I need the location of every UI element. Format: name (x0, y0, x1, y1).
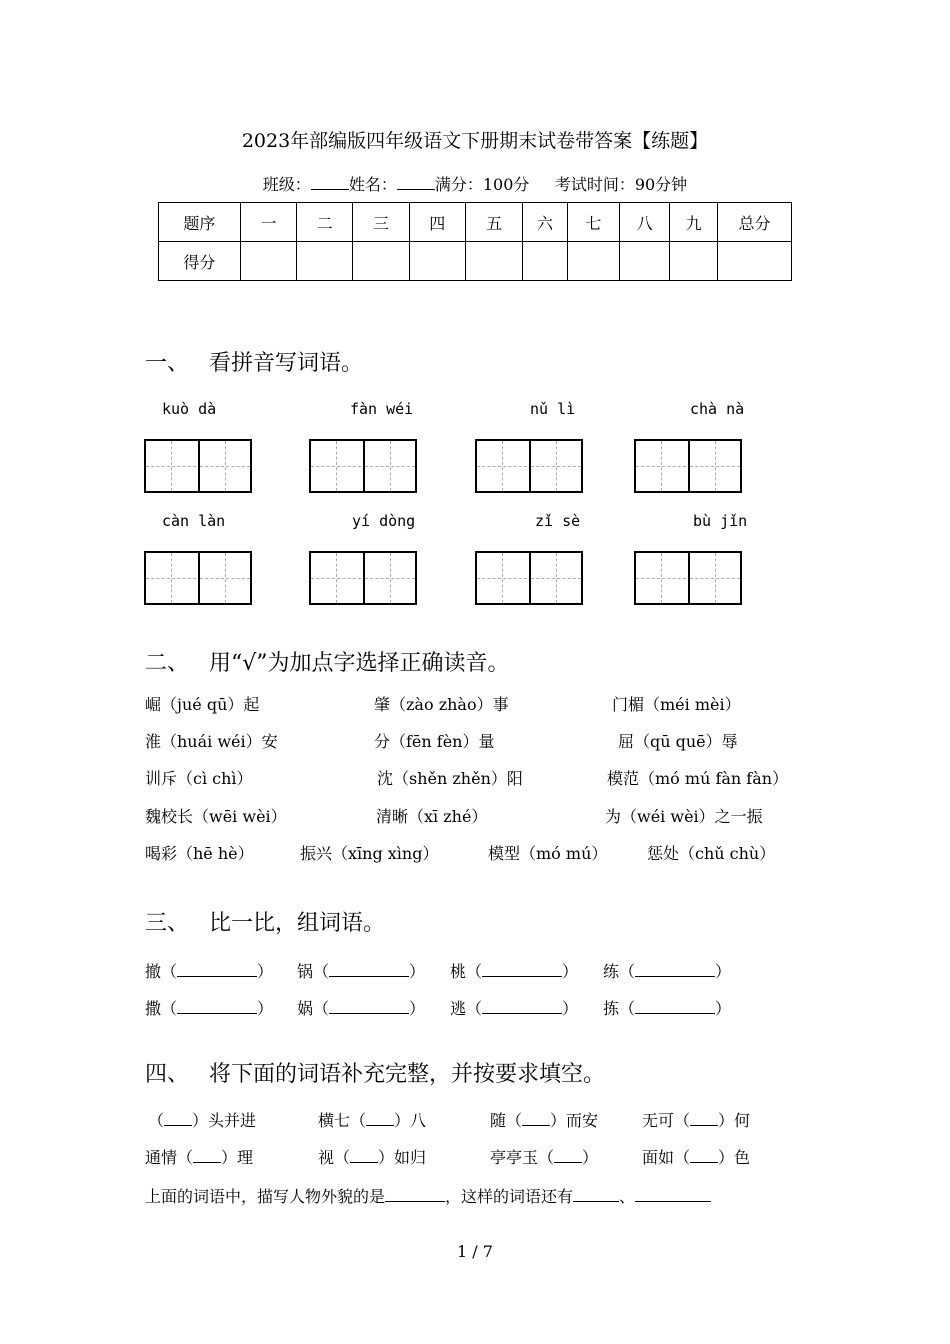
score-cell[interactable] (240, 242, 296, 281)
fill-in-sentence: 上面的词语中，描写人物外貌的是 ，这样的词语还有 、 (145, 1184, 711, 1207)
header-cell: 二 (297, 203, 353, 242)
page-title: 2023年部编版四年级语文下册期末试卷带答案【练题】 (241, 130, 709, 152)
word-item: 逃（ ） (450, 999, 579, 1018)
score-cell[interactable] (353, 242, 409, 281)
score-table-score-row (159, 242, 792, 281)
writing-grid[interactable] (144, 439, 252, 493)
reading-item: 为（wéi wèi）之一振 (605, 807, 763, 826)
pinyin-3: nǔ lì (530, 400, 576, 418)
word-item: 拣（ ） (603, 999, 732, 1018)
answer-blank[interactable] (690, 1111, 718, 1126)
score-cell[interactable] (523, 242, 568, 281)
answer-blank[interactable] (329, 999, 409, 1014)
score-cell[interactable] (670, 242, 717, 281)
section-4-heading (145, 1057, 605, 1088)
word-item: 锅（ ） (297, 962, 426, 981)
reading-item: 振兴（xīng xìng） (300, 844, 439, 863)
idiom-item: 无可（ ）何 (642, 1111, 751, 1130)
word-item: 撤（ ） (145, 962, 274, 981)
answer-blank[interactable] (635, 962, 715, 977)
answer-blank[interactable] (164, 1111, 192, 1126)
header-cell: 六 (523, 203, 568, 242)
writing-grid[interactable] (144, 551, 252, 605)
reading-item: 喝彩（hē hè） (145, 844, 254, 863)
word-item: 练（ ） (603, 962, 732, 981)
header-cell: 五 (465, 203, 522, 242)
answer-blank[interactable] (635, 1187, 711, 1202)
writing-grid[interactable] (475, 439, 583, 493)
idiom-item: （ ）头并进 (148, 1111, 257, 1130)
writing-grid[interactable] (309, 439, 417, 493)
answer-blank[interactable] (366, 1111, 394, 1126)
header-cell: 九 (670, 203, 717, 242)
section-1-title: 看拼音写词语。 (209, 351, 364, 376)
score-cell[interactable] (620, 242, 670, 281)
answer-blank[interactable] (522, 1111, 550, 1126)
section-1-heading (145, 346, 363, 377)
answer-blank[interactable] (482, 999, 562, 1014)
answer-blank[interactable] (690, 1148, 718, 1163)
idiom-item: 横七（ ）八 (318, 1111, 427, 1130)
idiom-item: 通情（ ）理 (145, 1148, 254, 1167)
score-cell[interactable] (297, 242, 353, 281)
reading-item: 崛（jué qū）起 (145, 695, 260, 714)
class-label: 班级： (262, 175, 311, 194)
reading-item: 清晰（xī zhé） (376, 807, 488, 826)
score-row-label: 得分 (159, 242, 241, 281)
answer-blank[interactable] (177, 962, 257, 977)
score-table-header-row (159, 203, 792, 242)
score-cell[interactable] (465, 242, 522, 281)
reading-item: 门楣（méi mèi） (612, 695, 741, 714)
name-blank[interactable] (397, 175, 435, 190)
reading-item: 淮（huái wéi）安 (145, 732, 278, 751)
header-cell: 总分 (717, 203, 791, 242)
header-cell: 四 (409, 203, 465, 242)
answer-blank[interactable] (573, 1187, 619, 1202)
answer-blank[interactable] (635, 999, 715, 1014)
score-table (158, 202, 792, 281)
name-label: 姓名： (348, 175, 397, 194)
reading-item: 模范（mó mú fàn fàn） (607, 769, 789, 788)
reading-item: 惩处（chǔ chù） (647, 844, 776, 863)
header-cell: 八 (620, 203, 670, 242)
idiom-item: 视（ ）如归 (318, 1148, 427, 1167)
answer-blank[interactable] (554, 1148, 582, 1163)
answer-blank[interactable] (385, 1187, 445, 1202)
full-score: 满分：100分 (434, 175, 530, 194)
writing-grid[interactable] (309, 551, 417, 605)
reading-item: 肇（zào zhào）事 (374, 695, 509, 714)
pinyin-6: yí dòng (352, 512, 416, 530)
header-cell: 题序 (159, 203, 241, 242)
section-3-title: 比一比，组词语。 (209, 911, 386, 936)
section-2-number: 二、 (145, 651, 190, 676)
writing-grid[interactable] (475, 551, 583, 605)
section-4-title: 将下面的词语补充完整，并按要求填空。 (209, 1062, 606, 1087)
reading-item: 魏校长（wēi wèi） (145, 807, 287, 826)
pinyin-2: fàn wéi (350, 400, 414, 418)
pinyin-4: chà nà (690, 400, 745, 418)
reading-item: 分（fēn fèn）量 (374, 732, 495, 751)
header-cell: 三 (353, 203, 409, 242)
exam-time: 考试时间：90分钟 (554, 175, 688, 194)
section-1-number: 一、 (145, 351, 190, 376)
answer-blank[interactable] (193, 1148, 221, 1163)
word-item: 娲（ ） (297, 999, 426, 1018)
answer-blank[interactable] (177, 999, 257, 1014)
reading-item: 沈（shěn zhěn）阳 (377, 769, 523, 788)
answer-blank[interactable] (350, 1148, 378, 1163)
reading-item: 训斥（cì chì） (145, 769, 253, 788)
writing-grid[interactable] (634, 439, 742, 493)
idiom-item: 面如（ ）色 (642, 1148, 751, 1167)
section-4-number: 四、 (145, 1062, 190, 1087)
word-item: 撒（ ） (145, 999, 274, 1018)
pinyin-1: kuò dà (162, 400, 217, 418)
pinyin-5: càn làn (162, 512, 226, 530)
writing-grid[interactable] (634, 551, 742, 605)
pinyin-7: zǐ sè (535, 512, 581, 530)
score-cell[interactable] (717, 242, 791, 281)
reading-item: 屈（qū quē）辱 (618, 732, 738, 751)
idiom-item: 亭亭玉（ ） (490, 1148, 599, 1167)
word-item: 桃（ ） (450, 962, 579, 981)
reading-item: 模型（mó mú） (488, 844, 608, 863)
score-cell[interactable] (409, 242, 465, 281)
answer-blank[interactable] (329, 962, 409, 977)
header-cell: 七 (567, 203, 619, 242)
score-cell[interactable] (567, 242, 619, 281)
page-number: 1 / 7 (457, 1242, 493, 1261)
exam-info (0, 172, 950, 195)
section-2-title: 用“√”为加点字选择正确读音。 (209, 651, 510, 676)
section-3-heading (145, 906, 385, 937)
class-blank[interactable] (311, 175, 349, 190)
pinyin-8: bù jǐn (693, 512, 748, 530)
answer-blank[interactable] (482, 962, 562, 977)
idiom-item: 随（ ）而安 (490, 1111, 599, 1130)
header-cell: 一 (240, 203, 296, 242)
section-2-heading (145, 646, 510, 677)
section-3-number: 三、 (145, 911, 190, 936)
